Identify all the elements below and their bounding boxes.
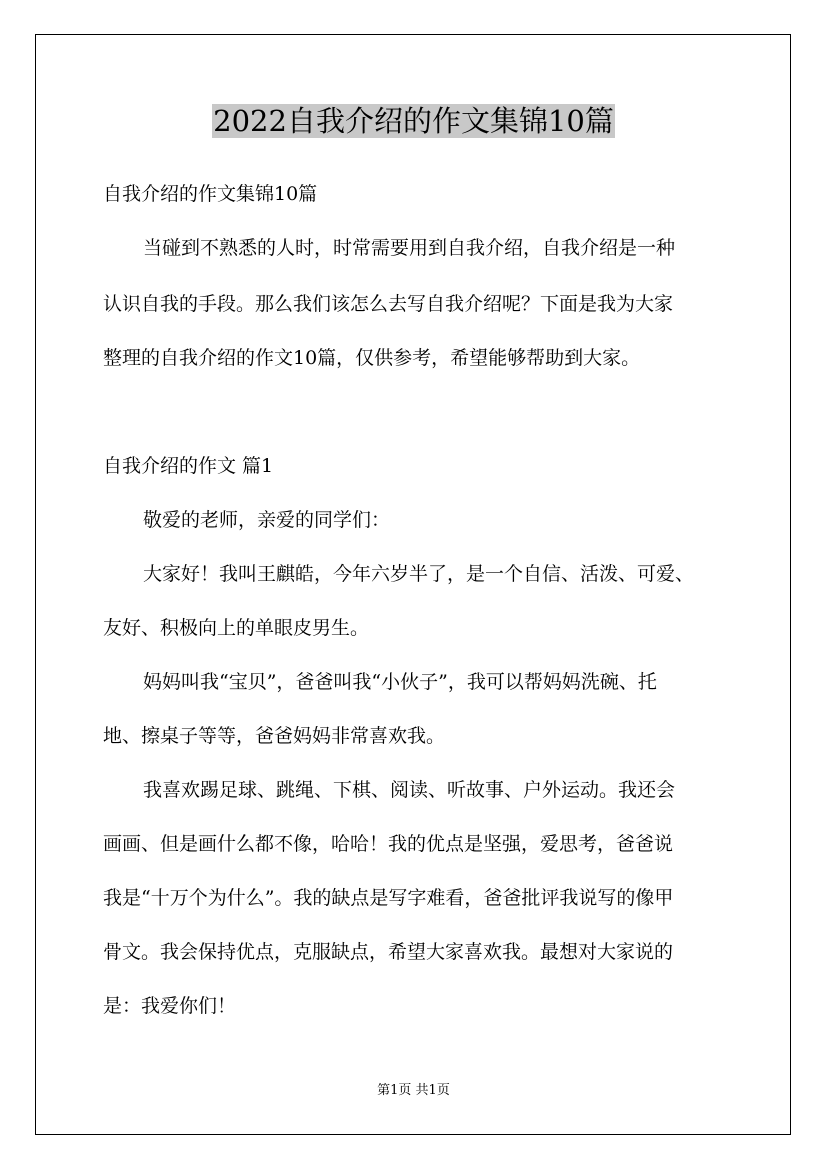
body-line-2: 大家好！我叫王麒皓，今年六岁半了，是一个自信、活泼、可爱、: [143, 563, 695, 585]
intro-line-3: 整理的自我介绍的作文10篇，仅供参考，希望能够帮助到大家。: [103, 347, 641, 369]
body-line-7: 画画、但是画什么都不像，哈哈！我的优点是坚强，爱思考，爸爸说: [103, 833, 674, 855]
document-title: [0, 100, 827, 142]
body-line-8: 我是“十万个为什么”。我的缺点是写字难看，爸爸批评我说写的像甲: [103, 887, 674, 909]
body-line-5: 地、擦桌子等等，爸爸妈妈非常喜欢我。: [103, 725, 446, 747]
intro-line-1: 当碰到不熟悉的人时，时常需要用到自我介绍，自我介绍是一种: [143, 237, 676, 259]
page-footer: 第1页 共1页: [377, 1083, 450, 1098]
document-subtitle: 自我介绍的作文集锦10篇: [103, 183, 318, 205]
body-line-9: 骨文。我会保持优点，克服缺点，希望大家喜欢我。最想对大家说的: [103, 941, 674, 963]
section-heading: 自我介绍的作文 篇1: [103, 455, 274, 477]
document-title-text: 2022自我介绍的作文集锦10篇: [213, 104, 614, 138]
body-line-10: 是：我爱你们！: [103, 995, 237, 1017]
intro-line-2: 认识自我的手段。那么我们该怎么去写自我介绍呢？下面是我为大家: [103, 293, 674, 315]
body-line-1: 敬爱的老师，亲爱的同学们：: [143, 509, 391, 531]
body-line-3: 友好、积极向上的单眼皮男生。: [103, 617, 370, 639]
body-line-4: 妈妈叫我“宝贝”，爸爸叫我“小伙子”，我可以帮妈妈洗碗、托: [143, 671, 657, 693]
body-line-6: 我喜欢踢足球、跳绳、下棋、阅读、听故事、户外运动。我还会: [143, 779, 676, 801]
